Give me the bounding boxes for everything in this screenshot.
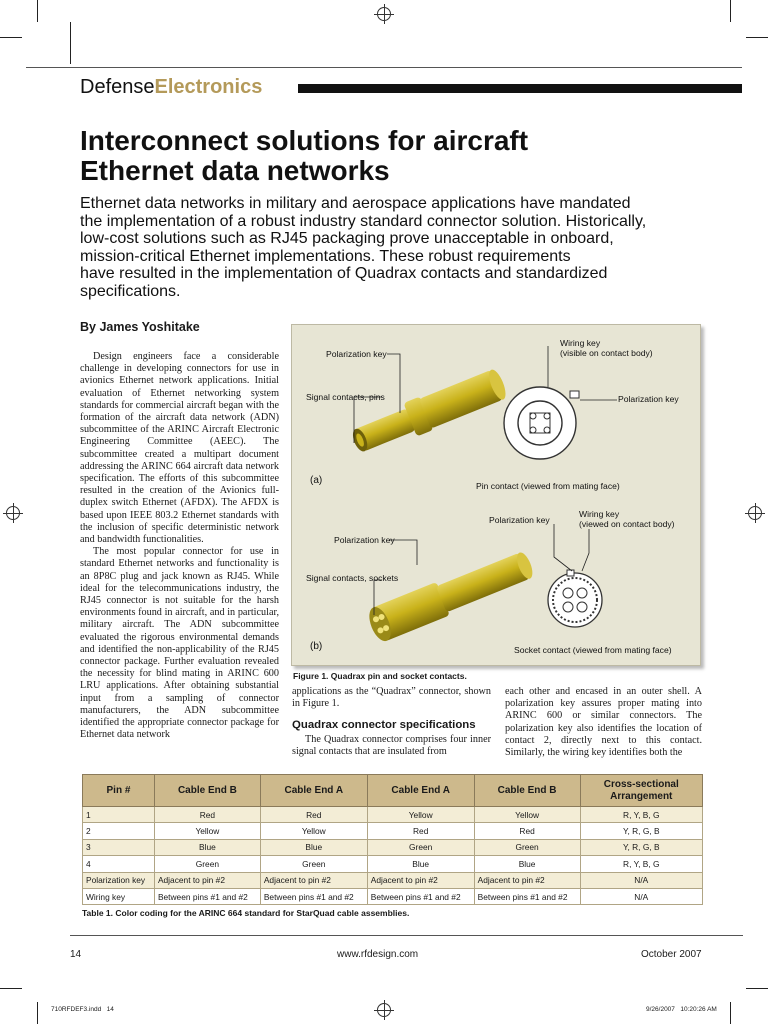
paragraph: Design engineers face a considerable challenge in developing connectors for use in avionics Ethernet network applications. Initial evaluation of Ethernet networking system standards for commercial aircraft began with the formation of the aircraft data network (ADN) subcommittee of the ARINC Aircraft Electronic Engineering Committee (AEEC). The subcommittee created a multipart document addressing the ARINC 664 aircraft data network specification. The efforts of this subcommittee resulted in the creation of the Avionics full-duplex switch Ethernet (AFDX). The AFDX is based upon IEEE 803.2 Ethernet standards with the inclusion of specific deterministic network and bandwidth functionalities.	[80, 351, 279, 546]
wiring-key-line: (viewed on contact body)	[579, 519, 675, 529]
table-row	[83, 839, 703, 855]
deck-line: low-cost solutions such as RJ45 packaging prove unacceptable in onboard,	[80, 230, 614, 248]
pin-face-view	[504, 387, 579, 459]
table-cell: Yellow	[474, 807, 580, 823]
socket-face-view	[548, 570, 602, 627]
label-b: (b)	[310, 641, 323, 652]
body-column-3	[505, 686, 702, 759]
body-column-2	[292, 686, 491, 758]
table-row	[83, 888, 703, 904]
table-cell: Red	[260, 807, 367, 823]
label-wiring-key-a	[560, 338, 653, 358]
table-cell: Red	[367, 823, 474, 839]
table-cell: Green	[474, 839, 580, 855]
deck-line: have resulted in the implementation of Quadrax contacts and standardized	[80, 265, 608, 283]
page-number: 14	[70, 949, 82, 960]
slug-timestamp: 9/26/2007 10:20:26 AM	[646, 1006, 717, 1013]
paragraph: each other and encased in an outer shell. A polarization key assures proper mating into ARINC 600 or similar connectors. The polarization key also identifies the location of contact 2, directly next to this contact. Similarly, the wiring key identifies both the	[505, 686, 702, 759]
deck-line: the implementation of a robust industry standard connector solution. Historically,	[80, 212, 647, 230]
table-cell: R, Y, B, G	[580, 856, 702, 872]
label-polarization-key-right: Polarization key	[618, 394, 679, 404]
table-row	[83, 856, 703, 872]
label-polarization-key-b: Polarization key	[334, 535, 395, 545]
footer-date: October 2007	[641, 949, 702, 960]
caption-socket-contact: Socket contact (viewed from mating face)	[514, 645, 672, 655]
table-cell: Yellow	[367, 807, 474, 823]
figure-1	[291, 324, 701, 666]
registration-mark-left	[6, 506, 20, 520]
column-header: Pin #	[83, 775, 155, 807]
table-cell: Blue	[474, 856, 580, 872]
table-cell: 4	[83, 856, 155, 872]
table-cell: Wiring key	[83, 888, 155, 904]
column-header: Cable End B	[474, 775, 580, 807]
table-cell: Between pins #1 and #2	[154, 888, 260, 904]
subheading: Quadrax connector specifications	[292, 719, 476, 732]
column-header: Cable End B	[154, 775, 260, 807]
brand-bold: Electronics	[154, 76, 263, 98]
table-cell: 1	[83, 807, 155, 823]
table-row	[83, 872, 703, 888]
table-cell: N/A	[580, 872, 702, 888]
wiring-key-line: Wiring key	[560, 338, 601, 348]
table-cell: Between pins #1 and #2	[367, 888, 474, 904]
table-cell: Blue	[260, 839, 367, 855]
table-cell: 3	[83, 839, 155, 855]
article-title	[80, 126, 528, 186]
deck-line: specifications.	[80, 282, 181, 300]
table-cell: Between pins #1 and #2	[260, 888, 367, 904]
registration-mark-bottom	[377, 1003, 391, 1017]
table-cell: 2	[83, 823, 155, 839]
table-cell: Blue	[367, 856, 474, 872]
label-polarization-key-a: Polarization key	[326, 349, 387, 359]
table-cell: R, Y, B, G	[580, 807, 702, 823]
paragraph: applications as the “Quadrax” connector, shown in Figure 1.	[292, 686, 491, 710]
figure-artwork	[292, 325, 700, 665]
paragraph: The Quadrax connector comprises four inner signal contacts that are insulated from	[292, 733, 491, 757]
table-cell: Green	[367, 839, 474, 855]
table-row	[83, 807, 703, 823]
article-deck	[80, 195, 740, 301]
title-line-1: Interconnect solutions for aircraft	[80, 125, 529, 156]
table-cell: Y, R, G, B	[580, 823, 702, 839]
table-cell: Polarization key	[83, 872, 155, 888]
socket-contact-illustration	[365, 547, 537, 644]
registration-mark-top	[377, 7, 391, 21]
byline: By James Yoshitake	[80, 320, 200, 334]
table-cell: Adjacent to pin #2	[260, 872, 367, 888]
column-header: Cable End A	[367, 775, 474, 807]
slug-file: 710RFDEF3.indd 14	[51, 1006, 114, 1013]
label-signal-contacts-pins: Signal contacts, pins	[306, 392, 385, 402]
table-header-row	[83, 775, 703, 807]
pin-contact-illustration	[348, 366, 510, 459]
table-cell: Red	[474, 823, 580, 839]
label-a: (a)	[310, 475, 323, 486]
table-cell: N/A	[580, 888, 702, 904]
table-cell: Adjacent to pin #2	[474, 872, 580, 888]
paragraph: The most popular connector for use in standard Ethernet networks and functionality is an 8P8C plug and jack known as RJ45. While ideal for the telecommunications industry, the RJ45 connector is not suitable for the harsh environments found in aircraft, and in particular, military aircraft. The ADN subcommittee evaluated the rigorous environmental demands and identified the non-applicability of the RJ45 connector package. Further evaluation revealed the necessity for blind mating in ARINC 600 LRU applications. After obtaining substantial input from a sampling of connector manufacturers, the ADN subcommittee identified the appropriate connector package for Ethernet data network	[80, 546, 279, 741]
wiring-key-line: (visible on contact body)	[560, 348, 653, 358]
header-rule	[298, 84, 742, 93]
column-header: Cable End A	[260, 775, 367, 807]
brand-light: Defense	[80, 76, 155, 98]
body-column-1	[80, 351, 279, 742]
table-cell: Green	[260, 856, 367, 872]
table-caption: Table 1. Color coding for the ARINC 664 standard for StarQuad cable assemblies.	[82, 908, 410, 918]
registration-mark-right	[748, 506, 762, 520]
table-cell: Yellow	[260, 823, 367, 839]
table-row	[83, 823, 703, 839]
label-polarization-key-top: Polarization key	[489, 515, 550, 525]
section-header	[80, 76, 262, 99]
figure-caption: Figure 1. Quadrax pin and socket contacts.	[293, 671, 467, 681]
footer-url[interactable]: www.rfdesign.com	[337, 949, 419, 960]
table-cell: Adjacent to pin #2	[154, 872, 260, 888]
label-wiring-key-b	[579, 509, 675, 529]
deck-line: Ethernet data networks in military and aerospace applications have mandated	[80, 195, 631, 212]
table-cell: Red	[154, 807, 260, 823]
table-cell: Adjacent to pin #2	[367, 872, 474, 888]
table-cell: Yellow	[154, 823, 260, 839]
column-header: Cross-sectional Arrangement	[580, 775, 702, 807]
table-cell: Blue	[154, 839, 260, 855]
deck-line: mission-critical Ethernet implementations. These robust requirements	[80, 247, 571, 265]
table-cell: Y, R, G, B	[580, 839, 702, 855]
caption-pin-contact: Pin contact (viewed from mating face)	[476, 481, 620, 491]
label-signal-contacts-sockets: Signal contacts, sockets	[306, 573, 399, 583]
table-cell: Between pins #1 and #2	[474, 888, 580, 904]
color-coding-table	[82, 774, 703, 905]
title-line-2: Ethernet data networks	[80, 155, 390, 186]
wiring-key-line: Wiring key	[579, 509, 620, 519]
table-cell: Green	[154, 856, 260, 872]
